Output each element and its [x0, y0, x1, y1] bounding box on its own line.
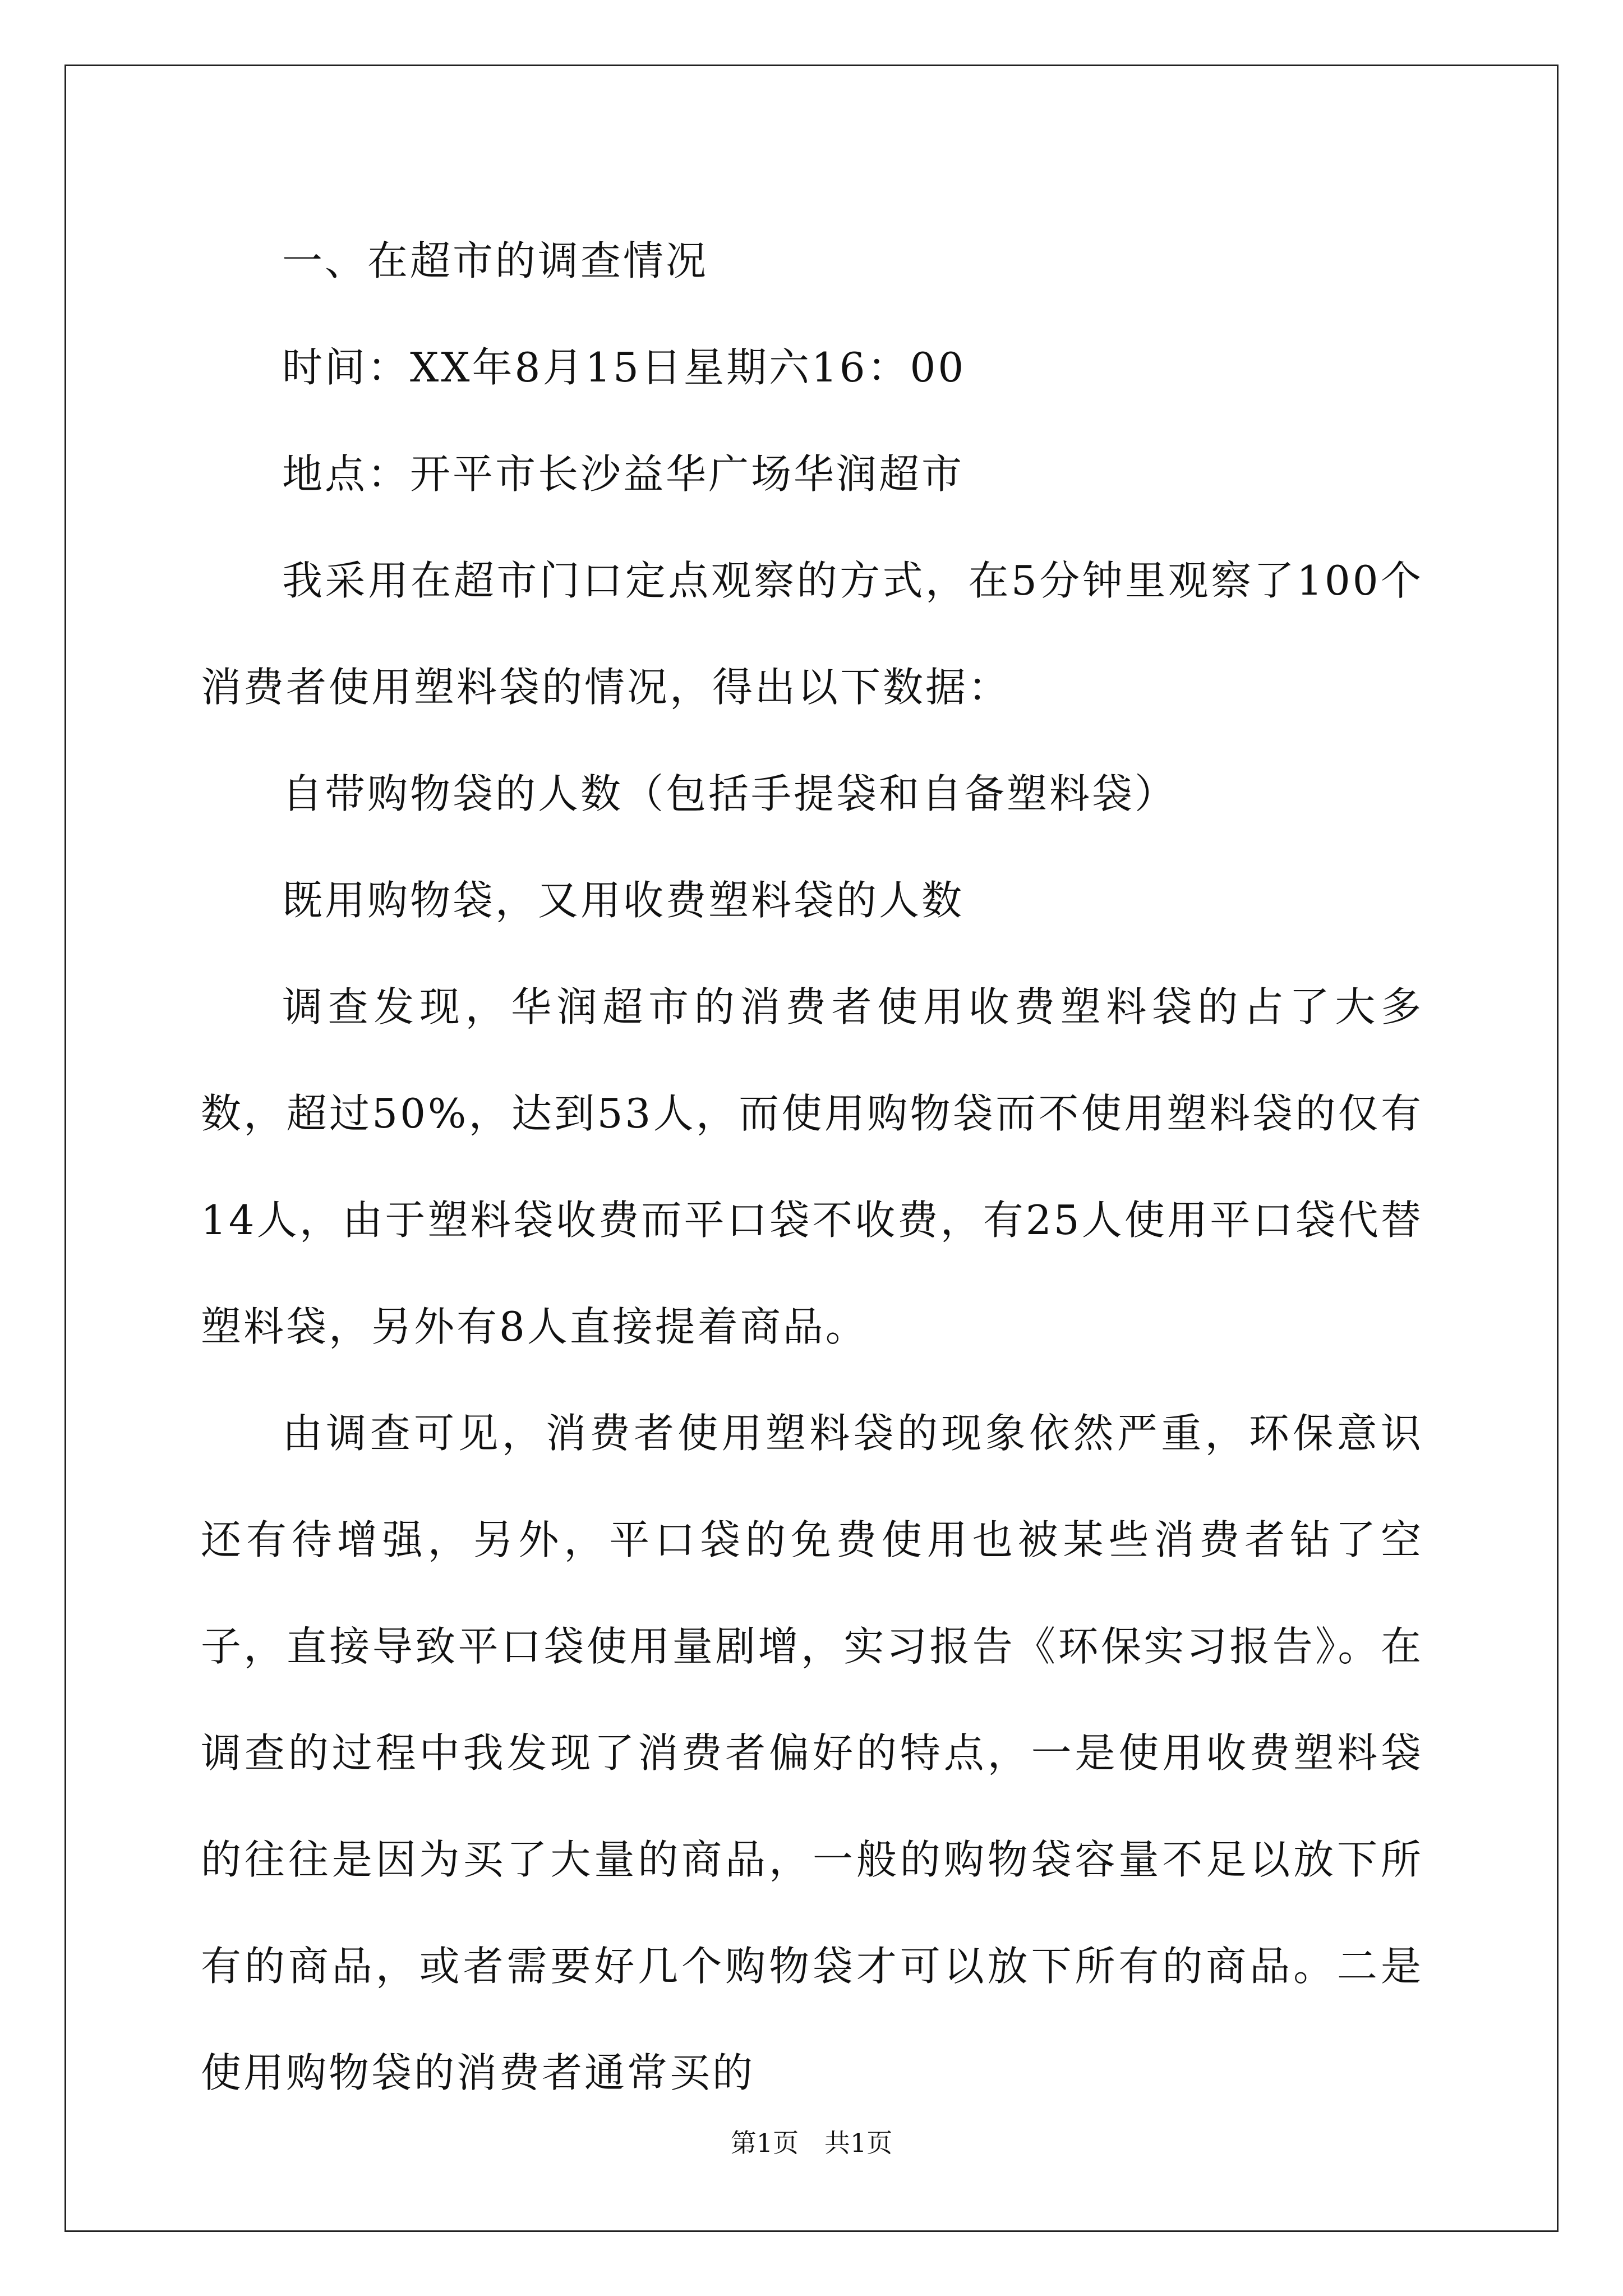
- conclusion-paragraph: 由调查可见，消费者使用塑料袋的现象依然严重，环保意识还有待增强，另外，平口袋的免费使用也被某些消费者钻了空子，直接导致平口袋使用量剧增，实习报告《环保实习报告》。在调查的过程中我发现了消费者偏好的特点，一是使用收费塑料袋的往往是因为买了大量的商品，一般的购物袋容量不足以放下所有的商品，或者需要好几个购物袋才可以放下所有的商品。二是使用购物袋的消费者通常买的: [201, 1410, 1423, 2096]
- findings-paragraph: 调查发现，华润超市的消费者使用收费塑料袋的占了大多数，超过50%，达到53人，而使用购物袋而不使用塑料袋的仅有14人，由于塑料袋收费而平口袋不收费，有25人使用平口袋代替塑料袋，另外有8人直接提着商品。: [201, 983, 1423, 1350]
- time-line: 时间：XX年8月15日星期六16：00: [282, 344, 966, 391]
- own-bag-line: 自带购物袋的人数（包括手提袋和自备塑料袋）: [282, 770, 1178, 817]
- method-paragraph: 我采用在超市门口定点观察的方式，在5分钟里观察了100个消费者使用塑料袋的情况，得出以下数据：: [201, 557, 1423, 711]
- document-body: [201, 208, 1423, 2126]
- section-heading: 一、在超市的调查情况: [282, 237, 709, 284]
- mixed-bag-line: 既用购物袋，又用收费塑料袋的人数: [282, 877, 965, 924]
- location-line: 地点：开平市长沙益华广场华润超市: [282, 450, 965, 498]
- page-number: 第1页 共1页: [730, 2128, 893, 2158]
